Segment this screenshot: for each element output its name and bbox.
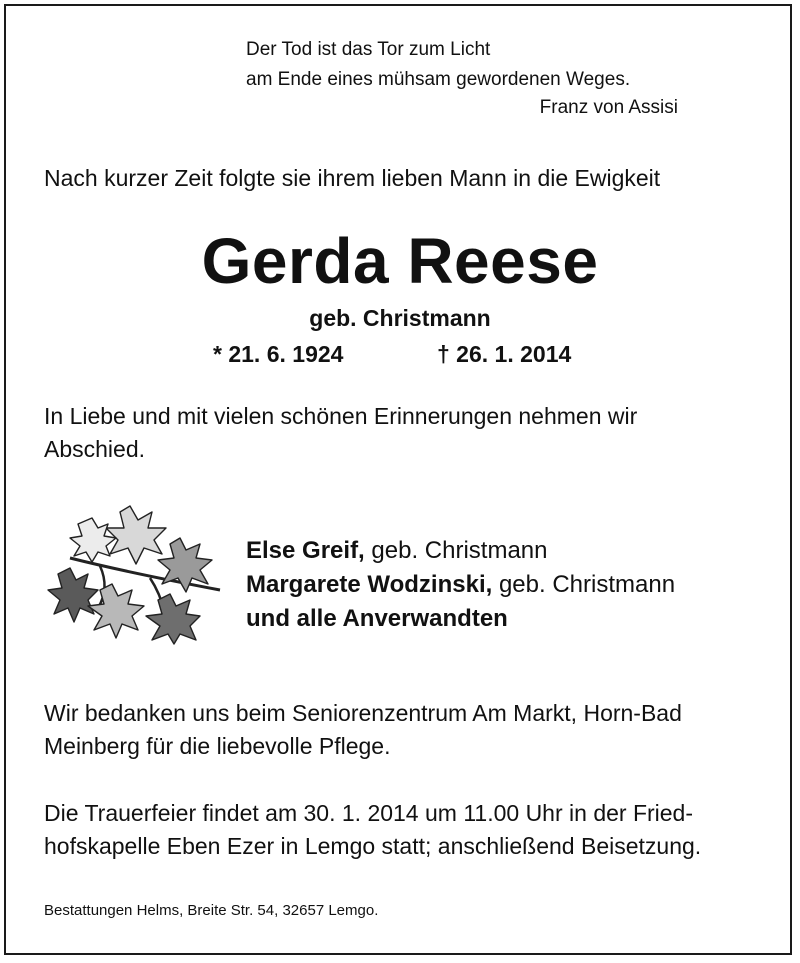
footer-undertaker: Bestattungen Helms, Breite Str. 54, 32657 Lemgo. xyxy=(44,902,379,919)
mourner-1-name: Else Greif, xyxy=(246,537,365,564)
mourner-1 xyxy=(246,534,548,568)
mourner-2-name: Margarete Wodzinski, xyxy=(246,571,493,598)
mourner-1-suffix: geb. Christmann xyxy=(364,537,548,564)
maple-leaves-icon xyxy=(40,498,228,646)
intro-text: Nach kurzer Zeit folgte sie ihrem lieben Mann in die Ewigkeit xyxy=(44,165,661,191)
farewell-line-1: In Liebe und mit vielen schönen Erinnerungen nehmen wir xyxy=(44,403,638,429)
thanks-line-2: Meinberg für die liebevolle Pflege. xyxy=(44,733,391,759)
mourner-2 xyxy=(246,568,675,602)
farewell-line-2: Abschied. xyxy=(44,436,146,462)
thanks-line-1: Wir bedanken uns beim Seniorenzentrum Am Markt, Horn-Bad xyxy=(44,700,682,726)
quote-author: Franz von Assisi xyxy=(539,97,678,118)
maiden-name: geb. Christmann xyxy=(309,305,491,331)
birth-date: * 21. 6. 1924 xyxy=(213,341,344,367)
funeral-line-1: Die Trauerfeier findet am 30. 1. 2014 um 11.00 Uhr in der Fried- xyxy=(44,800,694,826)
deceased-name: Gerda Reese xyxy=(201,225,599,297)
death-date: † 26. 1. 2014 xyxy=(437,341,572,367)
quote-line-2: am Ende eines mühsam gewordenen Weges. xyxy=(246,69,631,90)
funeral-line-2: hofskapelle Eben Ezer in Lemgo statt; anschließend Beisetzung. xyxy=(44,833,702,859)
quote-line-1: Der Tod ist das Tor zum Licht xyxy=(246,39,491,60)
mourner-3: und alle Anverwandten xyxy=(246,605,508,632)
mourner-2-suffix: geb. Christmann xyxy=(492,571,676,598)
